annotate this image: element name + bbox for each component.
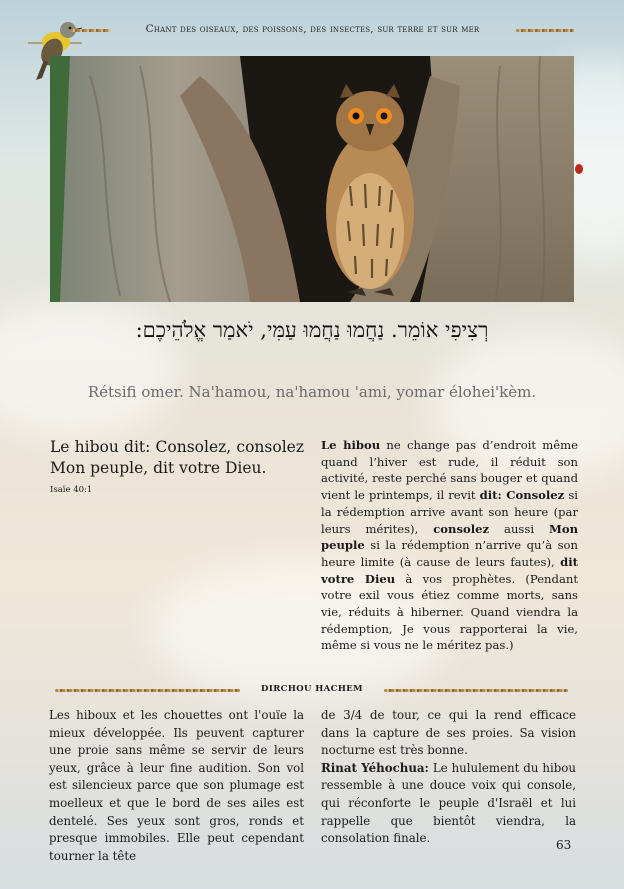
commentary-bold: Le hibou (321, 438, 381, 452)
page-number: 63 (556, 838, 572, 852)
section-paragraph: de 3/4 de tour, ce qui la rend efficace dans la capture de ses proies. Sa vision nocturne est très bonne. (321, 708, 576, 758)
commentary-text: si la rédemption n’arrive qu’à son heure limite (à cause de leurs fautes), (321, 538, 578, 569)
rinat-yehochua-lead: Rinat Yéhochua: (321, 760, 429, 775)
hebrew-verse: רְצִיפִי אוֹמֵר. נַחֲמוּ נַחֲמוּ עַמִּי, יֹאמַר אֱלֹהֵיכֶם: (135, 318, 489, 342)
page-header-title: Chant des oiseaux, des poissons, des insectes, sur terre et sur mer (145, 23, 480, 35)
commentary-bold: dit: Consolez (479, 488, 565, 503)
commentary-bold: dit votre Dieu (321, 554, 578, 586)
owl-photo (50, 56, 574, 302)
ladybug-decoration (575, 164, 583, 174)
rinat-yehochua-text: Le hululement du hibou ressemble à une douce voix qui console, qui réconforte le peuple d'Israël et lui rappelle que bientôt viendra, la consolation finale. (321, 760, 576, 846)
commentary-text: ne change pas d’endroit même quand l’hiver est rude, il réduit son activité, reste perché sans bouger et quand vient le printemps, il revit (321, 438, 578, 503)
commentary-text: si la rédemption arrive avant son heure (par leurs mérites), (321, 488, 579, 536)
commentary-text: aussi (489, 521, 549, 536)
header-rope-left (70, 29, 110, 32)
section-paragraph (321, 760, 576, 848)
commentary-text: à vos prophètes. (Pendant votre exil vous étiez comme morts, sans vie, réduits à hiberner. Quand viendra la rédemption, Je vous rapporterai la vie, même si vous ne le méritez pas.) (321, 571, 578, 653)
section-paragraph: Les hiboux et les chouettes ont l'ouïe la mieux développée. Ils peuvent capturer une proie sans même se servir de leurs yeux, grâce à leur fine audition. Son vol est silencieux parce que son plumage est moelleux et que le bord de ses ailes est dentelé. Ses yeux sont gros, ronds et presque immobiles. Elle peut cependant tourner la tête (49, 708, 304, 863)
header-rope-right (516, 29, 574, 32)
verse-translation: Le hibou dit: Consolez, consolez Mon peuple, dit votre Dieu. (50, 438, 304, 477)
section-column-left (49, 707, 304, 865)
section-label: DIRCHOU HACHEM (261, 684, 363, 694)
transliteration: Rétsifi omer. Na'hamou, na'hamou 'ami, yomar élohei'kèm. (87, 383, 537, 401)
section-rope-right (384, 689, 568, 692)
section-column-right (321, 707, 576, 848)
verse-source: Isaïe 40:1 (50, 485, 93, 495)
commentary-bold: consolez (433, 521, 490, 536)
commentary-paragraph (321, 437, 578, 654)
section-rope-left (55, 689, 240, 692)
commentary-bold: Mon peuple (321, 521, 578, 553)
